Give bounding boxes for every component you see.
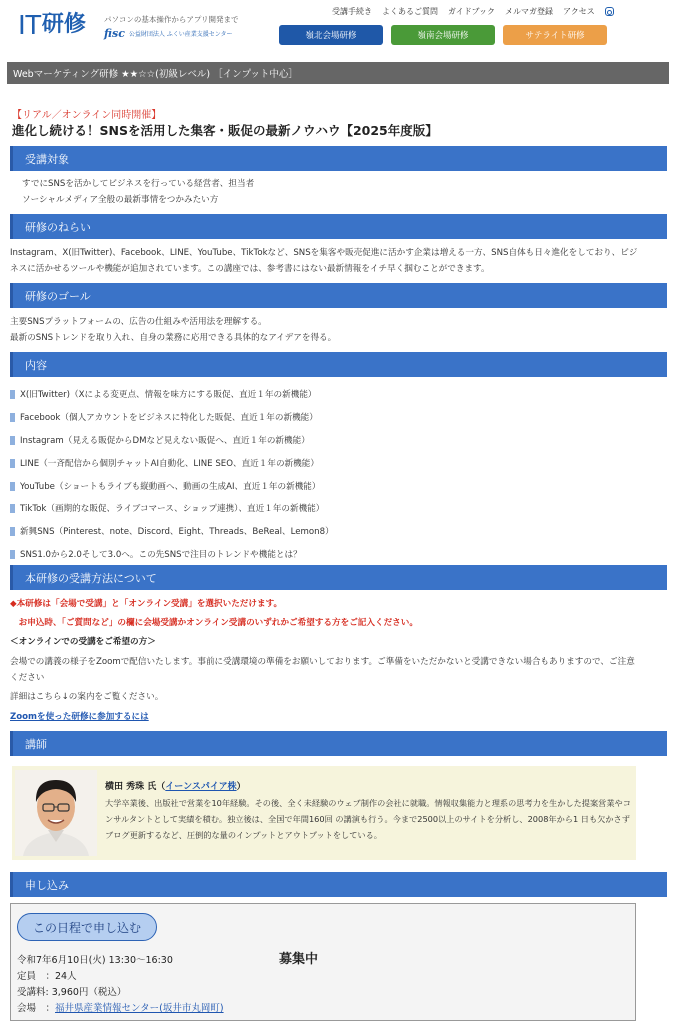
online-line: 会場での講義の様子をZoomで配信いたします。事前に受講環境の準備をお願いしております。ご準備をいただかないと受講できない場合もありますので、ご注意 [10, 657, 635, 667]
method-notice: お申込時、「ご質問など」の欄に会場受講かオンライン受講のいずれかご希望する方をご記入ください。 [10, 618, 418, 628]
nav-access[interactable]: アクセス [562, 7, 595, 16]
content-item [10, 457, 319, 469]
bullet-marker [10, 550, 15, 559]
nav-procedure[interactable]: 受講手続き [332, 7, 372, 16]
reinan-button[interactable]: 嶺南会場研修 [391, 25, 495, 45]
section-content-heading: 内容 [10, 352, 667, 377]
instructor-company-link[interactable]: イーンスパイア株 [165, 782, 237, 792]
target-line: すでにSNSを活かしてビジネスを行っている経営者、担当者 [22, 179, 255, 189]
online-line: ください [10, 673, 45, 683]
section-apply-heading: 申し込み [10, 872, 667, 897]
section-method-heading: 本研修の受講方法について [10, 565, 667, 590]
content-item-text: YouTube（ショートもライブも縦動画へ、動画の生成AI、直近１年の新機能） [20, 482, 321, 492]
goal-line: 主要SNSプラットフォームの、広告の仕組みや活用法を理解する。 [10, 317, 267, 327]
nav-faq[interactable]: よくあるご質問 [382, 7, 438, 16]
bullet-marker [10, 459, 15, 468]
page-title: 進化し続ける！SNSを活用した集客・販促の最新ノウハウ【2025年度版】 [12, 123, 438, 138]
aim-line: ネスに活かせるツールや機能が追加されています。この講座では、参考書にはない最新情報をイチ早く掴むことができます。 [10, 264, 490, 274]
online-heading: ＜オンラインでの受講をご希望の方＞ [10, 637, 156, 647]
instagram-icon[interactable] [605, 7, 614, 16]
logo-it-text: IT [18, 9, 41, 40]
venue [17, 1000, 224, 1014]
session-date: 令和7年6月10日(火) 13:30〜16:30 [17, 955, 173, 966]
content-item-text: Instagram（見える販促からDMなど見えない販促へ、直近１年の新機能） [20, 436, 310, 446]
aim-line: Instagram、X(旧Twitter)、Facebook、LINE、YouTube、TikTokなど、SNSを集客や販売促進に活かす企業は増える一方、SNS自体も日々進化をしており、ビジ [10, 248, 638, 258]
instructor-card [12, 766, 636, 860]
content-item [10, 411, 318, 423]
bullet-marker [10, 413, 15, 422]
venue-label: 会場 ： [17, 1003, 56, 1014]
top-nav [332, 6, 614, 17]
apply-button[interactable]: この日程で申し込む [17, 913, 157, 941]
org-name: 公益財団法人 ふくい産業支援センター [128, 31, 233, 38]
site-logo[interactable] [18, 8, 86, 42]
fisc-mark: fisc [104, 27, 125, 40]
nav-guidebook[interactable]: ガイドブック [448, 7, 495, 16]
reihoku-button[interactable]: 嶺北会場研修 [279, 25, 383, 45]
site-header [0, 0, 678, 52]
instructor-name-text: 横田 秀珠 氏 [105, 782, 157, 792]
course-category-bar: Webマーケティング研修 ★★☆☆(初級レベル) ［インプット中心］ [7, 62, 669, 84]
content-item-text: LINE（一斉配信から個別チャットAI自動化、LINE SEO、直近１年の新機能） [20, 459, 319, 469]
section-target-heading: 受講対象 [10, 146, 667, 171]
bullet-marker [10, 390, 15, 399]
venue-buttons [279, 25, 607, 45]
recruiting-status: 募集中 [279, 952, 319, 967]
bullet-marker [10, 527, 15, 536]
venue-link[interactable]: 福井県産業情報センター(坂井市丸岡町) [55, 1003, 224, 1014]
fee: 受講料: 3,960円（税込） [17, 987, 127, 998]
content-item [10, 502, 324, 514]
bullet-marker [10, 482, 15, 491]
content-item [10, 434, 310, 446]
instructor-photo [15, 770, 97, 856]
content-item-text: Facebook（個人アカウントをビジネスに特化した販促、直近１年の新機能） [20, 413, 318, 423]
bullet-marker [10, 436, 15, 445]
satellite-button[interactable]: サテライト研修 [503, 25, 607, 45]
method-notice: ◆本研修は「会場で受講」と「オンライン受講」を選択いただけます。 [10, 599, 283, 609]
content-item-text: 新興SNS（Pinterest、note、Discord、Eight、Threads、BeReal、Lemon8） [20, 527, 334, 537]
org-logo [104, 27, 233, 40]
content-item-text: X(旧Twitter)（Xによる変更点、情報を味方にする販促、直近１年の新機能） [20, 390, 317, 400]
instructor-bio: 大学卒業後、出版社で営業を10年経験。その後、全く未経験のウェブ制作の会社に就職。情報収集能力と理系の思考力を生かした提案営業やコンサルタントとして実績を積む。独立後は、全国で年間160回 の講演も行う。今まで2500以上のサイトを分析し、2008年から1 日も欠かさずブログ更新するなど、圧倒的な量のインプットとアウトプットをしている。 [105, 798, 631, 840]
event-tag: 【リアル／オンライン同時開催】 [12, 110, 162, 121]
goal-line: 最新のSNSトレンドを取り入れ、自身の業務に応用できる具体的なアイデアを得る。 [10, 333, 337, 343]
apply-box [10, 903, 636, 1021]
section-instructor-heading: 講師 [10, 731, 667, 756]
content-item-text: TikTok（画期的な販促、ライブコマース、ショップ連携）、直近１年の新機能） [20, 504, 325, 514]
logo-subtitle: パソコンの基本操作からアプリ開発まで [104, 15, 239, 24]
zoom-guide-link[interactable]: Zoomを使った研修に参加するには [10, 712, 149, 722]
nav-newsletter[interactable]: メルマガ登録 [504, 7, 553, 16]
logo-kanji-text: 研修 [41, 12, 86, 37]
instructor-portrait [15, 770, 97, 856]
content-item-text: SNS1.0から2.0そして3.0へ。この先SNSで注目のトレンドや機能とは？ [20, 550, 302, 560]
section-goal-heading: 研修のゴール [10, 283, 667, 308]
instructor-name: 横田 秀珠 氏（イーンスパイア株） [105, 782, 246, 792]
content-item [10, 525, 334, 537]
section-aim-heading: 研修のねらい [10, 214, 667, 239]
content-item [10, 480, 320, 492]
content-item [10, 548, 302, 560]
content-item [10, 388, 317, 400]
bullet-marker [10, 504, 15, 513]
target-line: ソーシャルメディア全般の最新事情をつかみたい方 [22, 195, 219, 205]
detail-note: 詳細はこちら↓の案内をご覧ください。 [10, 692, 164, 702]
capacity: 定員 ：24人 [17, 971, 77, 982]
